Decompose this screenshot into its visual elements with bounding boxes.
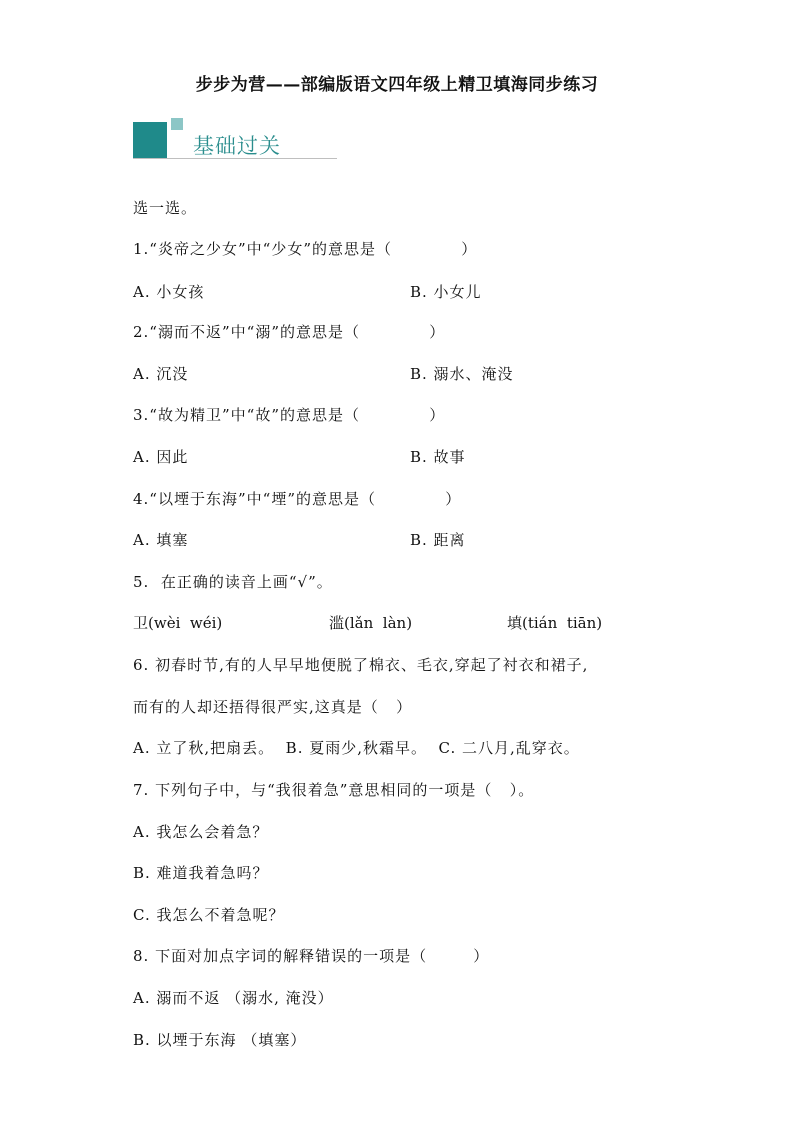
- question-6-options: A. 立了秋,把扇丢。 B. 夏雨少,秋霜早。 C. 二八月,乱穿衣。: [133, 739, 580, 757]
- question-5-item-tian[interactable]: 填(tián tiān): [507, 614, 603, 632]
- question-4-stem: 4.“以堙于东海”中“堙”的意思是（ ）: [133, 490, 462, 508]
- question-3-stem: 3.“故为精卫”中“故”的意思是（ ）: [133, 406, 446, 424]
- section-header-text: 基础过关: [193, 134, 281, 158]
- section-header-divider: [133, 158, 337, 159]
- question-7-option-c: C. 我怎么不着急呢？: [133, 906, 285, 924]
- question-2-stem: 2.“溺而不返”中“溺”的意思是（ ）: [133, 323, 446, 341]
- question-7-stem: 7. 下列句子中，与“我很着急”意思相同的一项是（ ）。: [133, 781, 535, 799]
- question-3-option-a: A. 因此: [133, 448, 189, 466]
- instruction: 选一选。: [133, 199, 198, 217]
- question-5-item-wei[interactable]: 卫(wèi wéi): [133, 614, 223, 632]
- section-header: [133, 118, 337, 160]
- question-1-option-a: A. 小女孩: [133, 283, 205, 301]
- question-1-option-b: B. 小女儿: [410, 283, 482, 301]
- question-2-option-a: A. 沉没: [133, 365, 189, 383]
- section-header-square-icon: [133, 122, 167, 158]
- page-title: 步步为营——部编版语文四年级上精卫填海同步练习: [195, 75, 599, 95]
- section-header-small-square-icon: [171, 118, 183, 130]
- question-1-stem: 1.“炎帝之少女”中“少女”的意思是（ ）: [133, 240, 478, 258]
- question-5-item-lan[interactable]: 滥(lǎn làn): [329, 614, 413, 632]
- question-8-option-a: A. 溺而不返 （溺水, 淹没）: [133, 989, 334, 1007]
- question-7-option-b: B. 难道我着急吗？: [133, 864, 269, 882]
- question-6-stem-line-1: 6. 初春时节,有的人早早地便脱了棉衣、毛衣,穿起了衬衣和裙子,: [133, 656, 589, 674]
- question-5-stem: 5. 在正确的读音上画“√”。: [133, 573, 333, 591]
- question-6-stem-line-2: 而有的人却还捂得很严实,这真是（ ）: [133, 698, 413, 716]
- question-8-option-b: B. 以堙于东海 （填塞）: [133, 1031, 307, 1049]
- question-2-option-b: B. 溺水、淹没: [410, 365, 514, 383]
- question-7-option-a: A. 我怎么会着急？: [133, 823, 269, 841]
- question-4-option-b: B. 距离: [410, 531, 466, 549]
- question-4-option-a: A. 填塞: [133, 531, 189, 549]
- question-8-stem: 8. 下面对加点字词的解释错误的一项是（ ）: [133, 947, 490, 965]
- question-3-option-b: B. 故事: [410, 448, 466, 466]
